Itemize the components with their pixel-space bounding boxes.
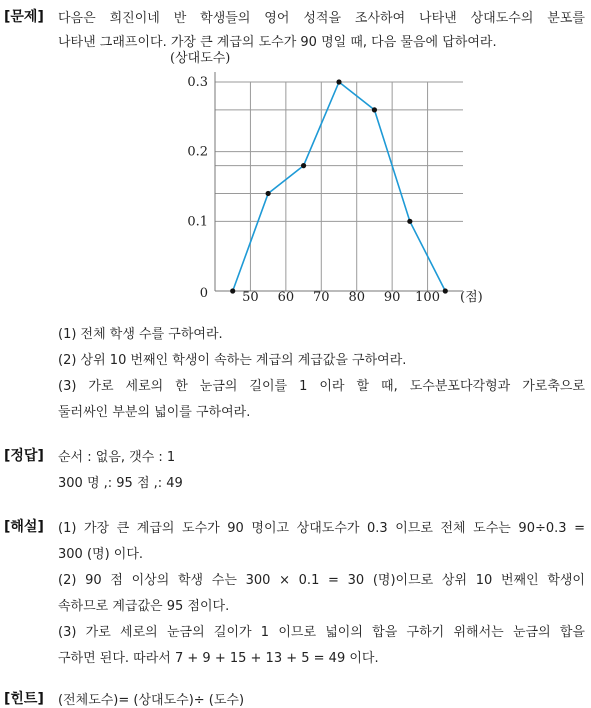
x-tick-label: 70 — [313, 290, 330, 305]
answer-line-2: 300 명 ,: 95 점 ,: 49 — [58, 476, 183, 491]
axis-lines — [215, 72, 463, 291]
problem-intro-line-1: 다음은 희진이네 반 학생들의 영어 성적을 조사하여 나타낸 상대도수의 분포를 — [58, 11, 585, 26]
data-point — [407, 219, 412, 224]
y-tick-label: 0.3 — [187, 75, 208, 90]
hint-label: [힌트] — [4, 691, 44, 707]
explanation-line-4: 속하므로 계급값은 95 점이다. — [58, 599, 230, 614]
explanation-line-2: 300 (명) 이다. — [58, 547, 144, 562]
x-tick-label: 90 — [383, 290, 401, 305]
question-1: (1) 전체 학생 수를 구하여라. — [58, 327, 223, 342]
explanation-line-6: 구하면 된다. 따라서 7 + 9 + 15 + 13 + 5 = 49 이다. — [58, 651, 379, 666]
explanation-line-5: (3) 가로 세로의 눈금의 길이가 1 이므로 넓이의 합을 구하기 위해서는 눈금의 합을 — [58, 625, 585, 640]
hint-text: (전체도수)= (상대도수)÷ (도수) — [58, 693, 245, 708]
problem-intro-line-2: 나타낸 그래프이다. 가장 큰 계급의 도수가 90 명일 때, 다음 물음에 답하여라. — [58, 35, 497, 50]
answer-label: [정답] — [4, 448, 44, 464]
y-tick-label: 0.1 — [187, 214, 208, 230]
y-tick-label: 0.2 — [187, 144, 208, 160]
x-tick-label: 50 — [242, 290, 259, 305]
grid-lines — [215, 82, 463, 291]
data-point — [336, 79, 341, 84]
answer-line-1: 순서 : 없음, 갯수 : 1 — [58, 450, 176, 465]
explanation-line-3: (2) 90 점 이상의 학생 수는 300 × 0.1 = 30 (명)이므로 상위 10 번째인 학생이 — [58, 573, 585, 588]
y-axis-label: (상대도수) — [170, 51, 231, 66]
problem-label: [문제] — [4, 9, 44, 25]
data-point — [372, 107, 377, 112]
data-point — [443, 288, 448, 293]
explanation-label: [해설] — [4, 519, 44, 535]
data-point — [266, 191, 271, 196]
origin-label: 0 — [199, 286, 208, 301]
data-point — [301, 163, 306, 168]
x-tick-label: 60 — [277, 290, 295, 305]
y-tick-labels — [187, 75, 208, 229]
x-tick-labels — [242, 290, 440, 305]
explanation-line-1: (1) 가장 큰 계급의 도수가 90 명이고 상대도수가 0.3 이므로 전체 도수는 90÷0.3 = — [58, 521, 585, 536]
data-point — [230, 288, 235, 293]
series-frequency-polygon — [233, 82, 446, 291]
question-3-line-2: 둘러싸인 부분의 넓이를 구하여라. — [58, 405, 251, 420]
x-tick-label: 80 — [348, 290, 365, 305]
question-2: (2) 상위 10 번째인 학생이 속하는 계급의 계급값을 구하여라. — [58, 353, 407, 368]
question-3-line-1: (3) 가로 세로의 한 눈금의 길이를 1 이라 할 때, 도수분포다각형과 가로축으로 — [58, 379, 585, 394]
x-axis-unit-label: (점) — [460, 290, 483, 305]
relative-frequency-polygon-chart — [0, 48, 591, 308]
series-line — [233, 82, 446, 291]
data-points — [230, 79, 448, 293]
x-tick-label: 100 — [415, 290, 440, 305]
